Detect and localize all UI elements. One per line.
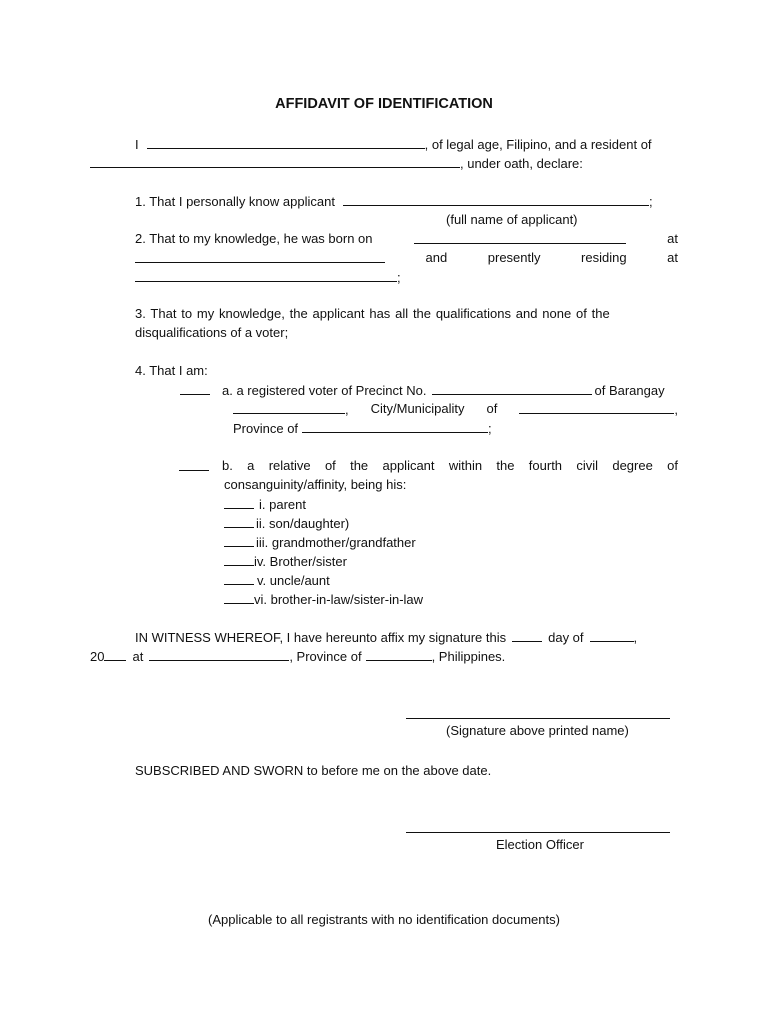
officer-signature-line[interactable]	[406, 832, 670, 833]
item3-line-2: disqualifications of a voter;	[135, 325, 289, 340]
item4b-word: of	[667, 458, 678, 473]
item4a-city-of: of	[486, 401, 498, 416]
relation-label-son-daughter: ii. son/daughter)	[256, 516, 350, 531]
intro-i: I	[135, 137, 139, 152]
year-blank[interactable]	[104, 648, 126, 661]
signature-line[interactable]	[406, 718, 670, 719]
item2-line-1	[135, 231, 678, 247]
witness-day-of: day of	[548, 630, 584, 645]
intro-under-oath: , under oath, declare:	[460, 156, 583, 171]
item2-end: ;	[397, 270, 401, 285]
relation-option-in-law	[224, 591, 423, 608]
option-a-checkbox[interactable]	[180, 382, 210, 395]
item4b-line-2: consanguinity/affinity, being his:	[224, 477, 407, 492]
month-blank[interactable]	[590, 629, 634, 642]
item1-end: ;	[648, 194, 653, 209]
witness-province-blank[interactable]	[366, 648, 432, 661]
birth-place-blank[interactable]	[135, 250, 385, 263]
witness-philippines: , Philippines.	[431, 649, 506, 664]
item2-and: and	[425, 250, 448, 265]
item4a-city: City/Municipality	[370, 401, 465, 416]
affiant-name-blank[interactable]	[147, 136, 425, 149]
item4b-word: fourth	[528, 458, 563, 473]
item4b-word: within	[448, 458, 483, 473]
intro-line-1	[135, 136, 652, 153]
item4b-word: a	[247, 458, 255, 473]
day-blank[interactable]	[512, 629, 542, 642]
item4a-barangay: of Barangay	[594, 383, 665, 398]
intro-legal-age: , of legal age, Filipino, and a resident of	[424, 137, 652, 152]
item4b-word: applicant	[382, 458, 435, 473]
place-blank[interactable]	[149, 648, 289, 661]
relation-label-parent: i. parent	[259, 497, 306, 512]
witness-line-1	[135, 629, 637, 646]
barangay-blank[interactable]	[233, 401, 345, 414]
item4b-word: relative	[268, 458, 311, 473]
item4a-line-3	[233, 420, 492, 437]
witness-line-2	[90, 648, 505, 665]
relation-label-uncle-aunt: v. uncle/aunt	[257, 573, 330, 588]
relation-label-sibling: iv. Brother/sister	[254, 554, 347, 569]
relation-checkbox-in-law[interactable]	[224, 591, 254, 604]
item1-caption: (full name of applicant)	[446, 212, 578, 227]
item4a-city-comma: ,	[345, 402, 349, 417]
intro-line-2	[90, 155, 583, 172]
relation-checkbox-son-daughter[interactable]	[224, 515, 254, 528]
item4b-word: civil	[576, 458, 599, 473]
relation-checkbox-sibling[interactable]	[224, 553, 254, 566]
item4a-line-1	[180, 382, 665, 399]
applicant-name-blank[interactable]	[343, 193, 649, 206]
relation-option-sibling	[224, 553, 347, 570]
option-b-checkbox-wrap	[179, 458, 209, 475]
item4a-line-2	[233, 401, 678, 418]
relation-checkbox-uncle-aunt[interactable]	[224, 572, 254, 585]
item2-line-2	[135, 250, 678, 266]
subscribed-statement: SUBSCRIBED AND SWORN to before me on the above date.	[135, 763, 492, 778]
item1-line	[135, 193, 653, 210]
relation-checkbox-parent[interactable]	[224, 496, 254, 509]
item4a-city-end: ,	[674, 402, 678, 417]
birth-date-blank[interactable]	[414, 231, 626, 244]
present-residence-blank[interactable]	[135, 269, 397, 282]
item2-presently: presently	[487, 250, 541, 265]
item4a-text: a. a registered voter of Precinct No.	[222, 383, 427, 398]
item2-text: 2. That to my knowledge, he was born on	[135, 231, 373, 246]
city-municipality-blank[interactable]	[519, 401, 674, 414]
item4b-line-1	[222, 458, 678, 474]
witness-text: IN WITNESS WHEREOF, I have hereunto affix my signature this	[135, 630, 507, 645]
item2-at-1: at	[667, 231, 678, 246]
item4a-province-end: ;	[488, 421, 492, 436]
witness-at: at	[132, 649, 144, 664]
relation-option-son-daughter	[224, 515, 349, 532]
officer-caption: Election Officer	[496, 837, 584, 852]
relation-option-uncle-aunt	[224, 572, 330, 589]
witness-province-of: , Province of	[289, 649, 362, 664]
relation-checkbox-grandparent[interactable]	[224, 534, 254, 547]
item4b-word: the	[496, 458, 515, 473]
signature-caption: (Signature above printed name)	[446, 723, 629, 738]
item4b-word: the	[350, 458, 369, 473]
relation-label-in-law: vi. brother-in-law/sister-in-law	[254, 592, 424, 607]
relation-option-parent	[224, 496, 306, 513]
item4b-word: b.	[222, 458, 233, 473]
item1-text: 1. That I personally know applicant	[135, 194, 335, 209]
item3-line-1: 3. That to my knowledge, the applicant has all the qualifications and none of the	[135, 306, 610, 321]
item4-heading: 4. That I am:	[135, 363, 208, 378]
province-blank[interactable]	[302, 420, 488, 433]
witness-comma: ,	[633, 630, 638, 645]
witness-year-prefix: 20	[90, 649, 105, 664]
item2-line-3	[135, 269, 401, 286]
residence-blank[interactable]	[90, 155, 460, 168]
item4b-word: degree	[612, 458, 653, 473]
precinct-no-blank[interactable]	[432, 382, 592, 395]
item4a-province: Province of	[233, 421, 299, 436]
option-b-checkbox[interactable]	[179, 458, 209, 471]
document-title: AFFIDAVIT OF IDENTIFICATION	[275, 96, 493, 112]
item2-residing: residing	[581, 250, 627, 265]
relation-label-grandparent: iii. grandmother/grandfather	[256, 535, 416, 550]
relation-option-grandparent	[224, 534, 416, 551]
item4b-word: of	[324, 458, 336, 473]
footer-note: (Applicable to all registrants with no identification documents)	[208, 912, 560, 927]
item2-at-2: at	[667, 250, 678, 265]
